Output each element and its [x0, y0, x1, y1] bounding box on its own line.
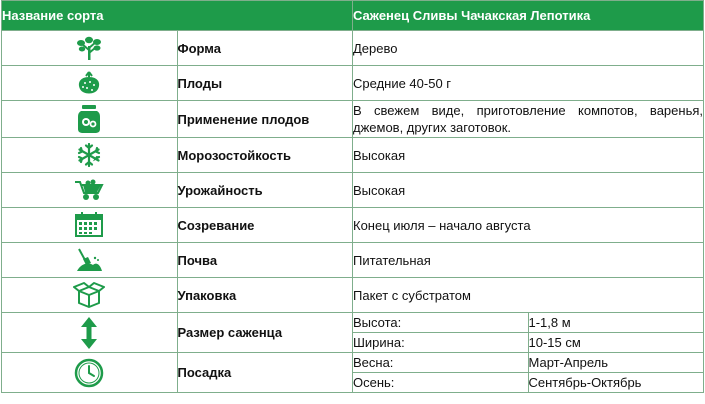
variety-spec-table — [1, 0, 704, 393]
row-value: Дерево — [353, 31, 704, 66]
table-row-size-height — [2, 313, 704, 333]
row-icon-cell — [2, 278, 178, 313]
table-row — [2, 31, 704, 66]
row-name: Размер саженца — [177, 313, 353, 353]
header-name-column: Название сорта — [2, 1, 353, 31]
row-icon-cell — [2, 243, 178, 278]
table-row — [2, 278, 704, 313]
row-value: Питательная — [353, 243, 704, 278]
row-icon-cell — [2, 208, 178, 243]
row-icon-cell — [2, 138, 178, 173]
row-icon-cell — [2, 66, 178, 101]
table-row — [2, 243, 704, 278]
table-row — [2, 208, 704, 243]
row-name: Упаковка — [177, 278, 353, 313]
tree-icon — [2, 36, 177, 60]
clock-icon — [2, 358, 177, 388]
row-name: Форма — [177, 31, 353, 66]
table-row — [2, 173, 704, 208]
table-header-row — [2, 1, 704, 31]
row-name: Посадка — [177, 353, 353, 393]
row-name: Почва — [177, 243, 353, 278]
row-icon-cell — [2, 313, 178, 353]
snowflake-icon — [2, 143, 177, 167]
sub-label: Высота: — [353, 313, 529, 333]
row-value: Пакет с субстратом — [353, 278, 704, 313]
table-row — [2, 138, 704, 173]
wheelbarrow-icon — [2, 179, 177, 201]
row-value: Высокая — [353, 173, 704, 208]
row-name: Урожайность — [177, 173, 353, 208]
row-name: Плоды — [177, 66, 353, 101]
row-value: Конец июля – начало августа — [353, 208, 704, 243]
sub-label: Весна: — [353, 353, 529, 373]
row-value: Средние 40-50 г — [353, 66, 704, 101]
row-icon-cell — [2, 31, 178, 66]
table-row-planting-spring — [2, 353, 704, 373]
sub-value: Сентябрь-Октябрь — [528, 373, 704, 393]
header-value-column: Саженец Сливы Чачакская Лепотика — [353, 1, 704, 31]
row-value: Высокая — [353, 138, 704, 173]
jar-icon — [2, 104, 177, 134]
row-name: Применение плодов — [177, 101, 353, 138]
row-icon-cell — [2, 173, 178, 208]
table-row — [2, 66, 704, 101]
row-name: Морозостойкость — [177, 138, 353, 173]
sub-label: Осень: — [353, 373, 529, 393]
sub-value: 10-15 см — [528, 333, 704, 353]
sub-value: Март-Апрель — [528, 353, 704, 373]
table-row — [2, 101, 704, 138]
box-icon — [2, 281, 177, 309]
row-icon-cell — [2, 353, 178, 393]
sub-label: Ширина: — [353, 333, 529, 353]
calendar-icon — [2, 212, 177, 238]
up-down-arrow-icon — [2, 317, 177, 349]
shovel-soil-icon — [2, 248, 177, 272]
fruit-icon — [2, 70, 177, 96]
sub-value: 1-1,8 м — [528, 313, 704, 333]
row-name: Созревание — [177, 208, 353, 243]
row-value: В свежем виде, приготовление компотов, варенья, джемов, других заготовок. — [353, 101, 704, 138]
row-icon-cell — [2, 101, 178, 138]
